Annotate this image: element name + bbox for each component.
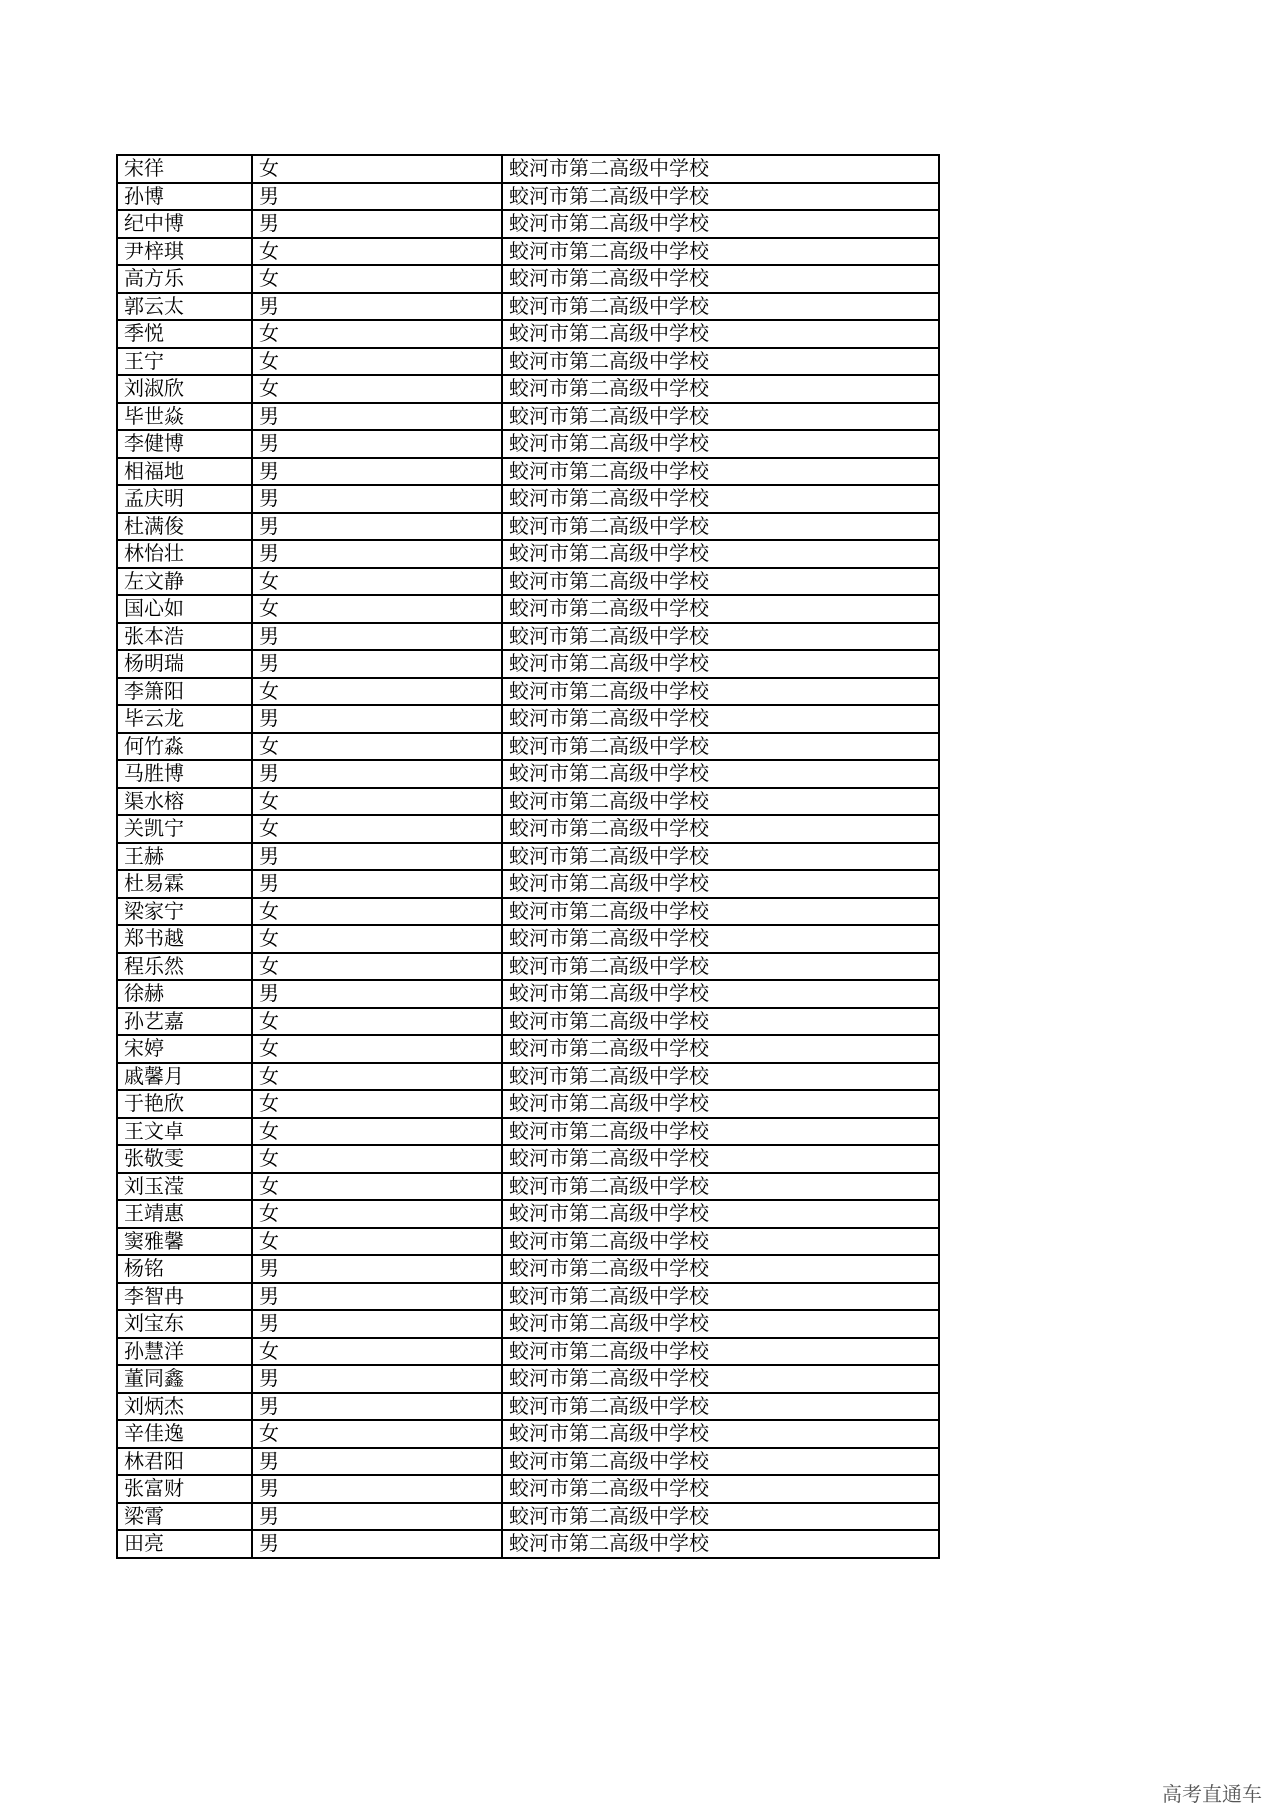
school-cell: 蛟河市第二高级中学校 [502,430,939,458]
school-cell: 蛟河市第二高级中学校 [502,238,939,266]
gender-cell: 男 [252,458,502,486]
gender-cell: 男 [252,705,502,733]
student-name-cell: 于艳欣 [117,1090,252,1118]
school-cell: 蛟河市第二高级中学校 [502,788,939,816]
table-row [117,1063,939,1091]
table-row [117,1475,939,1503]
school-cell: 蛟河市第二高级中学校 [502,650,939,678]
student-name-cell: 孙艺嘉 [117,1008,252,1036]
student-name-cell: 刘宝东 [117,1310,252,1338]
gender-cell: 男 [252,210,502,238]
table-row [117,1338,939,1366]
school-cell: 蛟河市第二高级中学校 [502,1283,939,1311]
gender-cell: 男 [252,623,502,651]
table-row [117,733,939,761]
roster-body [117,155,939,1558]
school-cell: 蛟河市第二高级中学校 [502,1035,939,1063]
table-row [117,540,939,568]
student-name-cell: 尹梓琪 [117,238,252,266]
gender-cell: 女 [252,155,502,183]
student-name-cell: 杨明瑞 [117,650,252,678]
table-row [117,1090,939,1118]
table-row [117,430,939,458]
gender-cell: 女 [252,1173,502,1201]
gender-cell: 女 [252,568,502,596]
table-row [117,1310,939,1338]
table-row [117,1530,939,1558]
gender-cell: 女 [252,678,502,706]
gender-cell: 女 [252,1008,502,1036]
table-row [117,1118,939,1146]
student-name-cell: 孙慧洋 [117,1338,252,1366]
student-name-cell: 杨铭 [117,1255,252,1283]
table-row [117,348,939,376]
gender-cell: 女 [252,348,502,376]
table-row [117,1228,939,1256]
gender-cell: 男 [252,980,502,1008]
table-row [117,705,939,733]
student-name-cell: 田亮 [117,1530,252,1558]
school-cell: 蛟河市第二高级中学校 [502,815,939,843]
student-name-cell: 季悦 [117,320,252,348]
table-row [117,238,939,266]
gender-cell: 女 [252,1228,502,1256]
table-row [117,953,939,981]
gender-cell: 男 [252,843,502,871]
school-cell: 蛟河市第二高级中学校 [502,1365,939,1393]
table-row [117,843,939,871]
gender-cell: 女 [252,733,502,761]
table-row [117,1448,939,1476]
student-roster-table [116,154,940,1559]
gender-cell: 女 [252,1063,502,1091]
student-name-cell: 王赫 [117,843,252,871]
gender-cell: 男 [252,1283,502,1311]
student-name-cell: 王文卓 [117,1118,252,1146]
school-cell: 蛟河市第二高级中学校 [502,293,939,321]
gender-cell: 男 [252,1255,502,1283]
student-name-cell: 徐赫 [117,980,252,1008]
table-row [117,1503,939,1531]
school-cell: 蛟河市第二高级中学校 [502,485,939,513]
school-cell: 蛟河市第二高级中学校 [502,375,939,403]
school-cell: 蛟河市第二高级中学校 [502,678,939,706]
school-cell: 蛟河市第二高级中学校 [502,183,939,211]
student-name-cell: 毕世焱 [117,403,252,431]
student-name-cell: 程乐然 [117,953,252,981]
gender-cell: 女 [252,1338,502,1366]
gender-cell: 男 [252,1530,502,1558]
table-row [117,485,939,513]
school-cell: 蛟河市第二高级中学校 [502,980,939,1008]
school-cell: 蛟河市第二高级中学校 [502,1475,939,1503]
student-name-cell: 杜满俊 [117,513,252,541]
gender-cell: 男 [252,430,502,458]
student-name-cell: 毕云龙 [117,705,252,733]
gender-cell: 女 [252,1118,502,1146]
school-cell: 蛟河市第二高级中学校 [502,1200,939,1228]
table-row [117,155,939,183]
school-cell: 蛟河市第二高级中学校 [502,320,939,348]
table-row [117,403,939,431]
table-row [117,375,939,403]
school-cell: 蛟河市第二高级中学校 [502,348,939,376]
school-cell: 蛟河市第二高级中学校 [502,210,939,238]
student-name-cell: 戚馨月 [117,1063,252,1091]
table-row [117,870,939,898]
school-cell: 蛟河市第二高级中学校 [502,1063,939,1091]
table-row [117,1283,939,1311]
table-row [117,925,939,953]
school-cell: 蛟河市第二高级中学校 [502,1008,939,1036]
student-name-cell: 林怡壮 [117,540,252,568]
student-name-cell: 刘玉滢 [117,1173,252,1201]
table-row [117,458,939,486]
school-cell: 蛟河市第二高级中学校 [502,568,939,596]
school-cell: 蛟河市第二高级中学校 [502,265,939,293]
school-cell: 蛟河市第二高级中学校 [502,1393,939,1421]
student-name-cell: 梁霄 [117,1503,252,1531]
student-name-cell: 郑书越 [117,925,252,953]
school-cell: 蛟河市第二高级中学校 [502,733,939,761]
school-cell: 蛟河市第二高级中学校 [502,898,939,926]
table-row [117,293,939,321]
school-cell: 蛟河市第二高级中学校 [502,1420,939,1448]
school-cell: 蛟河市第二高级中学校 [502,595,939,623]
school-cell: 蛟河市第二高级中学校 [502,540,939,568]
gender-cell: 男 [252,183,502,211]
school-cell: 蛟河市第二高级中学校 [502,1310,939,1338]
table-row [117,1008,939,1036]
gender-cell: 男 [252,1393,502,1421]
table-row [117,1365,939,1393]
student-name-cell: 辛佳逸 [117,1420,252,1448]
student-name-cell: 国心如 [117,595,252,623]
school-cell: 蛟河市第二高级中学校 [502,925,939,953]
gender-cell: 男 [252,1365,502,1393]
student-name-cell: 杜易霖 [117,870,252,898]
gender-cell: 女 [252,320,502,348]
table-row [117,1035,939,1063]
student-name-cell: 宋徉 [117,155,252,183]
school-cell: 蛟河市第二高级中学校 [502,155,939,183]
student-name-cell: 宋婷 [117,1035,252,1063]
school-cell: 蛟河市第二高级中学校 [502,1530,939,1558]
gender-cell: 女 [252,898,502,926]
student-name-cell: 张富财 [117,1475,252,1503]
school-cell: 蛟河市第二高级中学校 [502,623,939,651]
gender-cell: 女 [252,953,502,981]
gender-cell: 男 [252,760,502,788]
student-name-cell: 窦雅馨 [117,1228,252,1256]
table-row [117,513,939,541]
table-row [117,678,939,706]
gender-cell: 女 [252,1420,502,1448]
student-name-cell: 李智冉 [117,1283,252,1311]
student-name-cell: 李箫阳 [117,678,252,706]
student-name-cell: 孟庆明 [117,485,252,513]
school-cell: 蛟河市第二高级中学校 [502,1145,939,1173]
student-name-cell: 林君阳 [117,1448,252,1476]
table-row [117,1200,939,1228]
student-name-cell: 纪中博 [117,210,252,238]
gender-cell: 女 [252,265,502,293]
student-name-cell: 梁家宁 [117,898,252,926]
table-row [117,183,939,211]
gender-cell: 男 [252,650,502,678]
student-name-cell: 李健博 [117,430,252,458]
gender-cell: 男 [252,513,502,541]
school-cell: 蛟河市第二高级中学校 [502,513,939,541]
table-row [117,898,939,926]
student-name-cell: 张敬雯 [117,1145,252,1173]
table-row [117,265,939,293]
table-row [117,650,939,678]
table-row [117,815,939,843]
student-name-cell: 何竹淼 [117,733,252,761]
gender-cell: 女 [252,1035,502,1063]
school-cell: 蛟河市第二高级中学校 [502,1448,939,1476]
school-cell: 蛟河市第二高级中学校 [502,1173,939,1201]
school-cell: 蛟河市第二高级中学校 [502,1118,939,1146]
school-cell: 蛟河市第二高级中学校 [502,870,939,898]
table-row [117,1255,939,1283]
student-name-cell: 关凯宁 [117,815,252,843]
gender-cell: 男 [252,870,502,898]
table-row [117,595,939,623]
school-cell: 蛟河市第二高级中学校 [502,953,939,981]
gender-cell: 女 [252,925,502,953]
student-name-cell: 董同鑫 [117,1365,252,1393]
table-row [117,1145,939,1173]
gender-cell: 男 [252,485,502,513]
gender-cell: 男 [252,540,502,568]
student-name-cell: 马胜博 [117,760,252,788]
table-row [117,980,939,1008]
table-row [117,210,939,238]
gender-cell: 女 [252,1090,502,1118]
gender-cell: 男 [252,1475,502,1503]
table-row [117,760,939,788]
gender-cell: 女 [252,1145,502,1173]
table-row [117,1420,939,1448]
table-row [117,1393,939,1421]
gender-cell: 男 [252,1448,502,1476]
student-name-cell: 渠水榕 [117,788,252,816]
student-name-cell: 刘炳杰 [117,1393,252,1421]
table-row [117,568,939,596]
student-name-cell: 孙博 [117,183,252,211]
gender-cell: 男 [252,403,502,431]
school-cell: 蛟河市第二高级中学校 [502,1338,939,1366]
school-cell: 蛟河市第二高级中学校 [502,1228,939,1256]
gender-cell: 女 [252,815,502,843]
gender-cell: 男 [252,293,502,321]
gender-cell: 男 [252,1503,502,1531]
school-cell: 蛟河市第二高级中学校 [502,1255,939,1283]
gender-cell: 女 [252,238,502,266]
gender-cell: 女 [252,788,502,816]
watermark-text: 高考直通车 [1162,1782,1262,1806]
student-name-cell: 郭云太 [117,293,252,321]
school-cell: 蛟河市第二高级中学校 [502,1090,939,1118]
gender-cell: 女 [252,1200,502,1228]
table-row [117,788,939,816]
student-name-cell: 左文静 [117,568,252,596]
student-name-cell: 刘淑欣 [117,375,252,403]
school-cell: 蛟河市第二高级中学校 [502,843,939,871]
student-name-cell: 王宁 [117,348,252,376]
table-row [117,623,939,651]
student-name-cell: 王靖惠 [117,1200,252,1228]
gender-cell: 女 [252,375,502,403]
school-cell: 蛟河市第二高级中学校 [502,458,939,486]
student-name-cell: 高方乐 [117,265,252,293]
gender-cell: 女 [252,595,502,623]
student-name-cell: 相福地 [117,458,252,486]
table-row [117,320,939,348]
student-name-cell: 张本浩 [117,623,252,651]
school-cell: 蛟河市第二高级中学校 [502,403,939,431]
table-row [117,1173,939,1201]
school-cell: 蛟河市第二高级中学校 [502,705,939,733]
school-cell: 蛟河市第二高级中学校 [502,760,939,788]
gender-cell: 男 [252,1310,502,1338]
school-cell: 蛟河市第二高级中学校 [502,1503,939,1531]
